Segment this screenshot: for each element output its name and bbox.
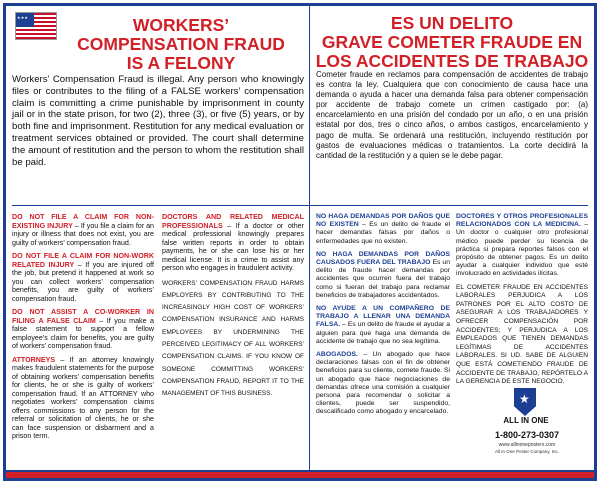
us-flag-icon: [15, 12, 57, 40]
spanish-section-heading: NO HAGA DEMANDAS POR DAÑOS QUE NO EXISTEN: [316, 213, 450, 229]
english-section-body: – If you file a claim for an injury or illness that does not exist, you are guilty of workers’ compensation fraud.: [12, 221, 154, 247]
english-half: [6, 6, 309, 470]
spanish-section-heading: NO HAGA DEMANDAS POR DAÑOS CAUSADOS FUERA DEL TRABAJO: [316, 250, 450, 267]
spanish-section-heading: NO AYUDE A UN COMPAÑERO DE TRABAJO A LLENAR UNA DEMANDA FALSA.: [316, 305, 450, 329]
english-section-body: – If an attorney knowingly makes fraudulent statements for the purpose of obtaining workers’ compensation benefits for clients, he or she is guilty of workers’ compensation fraud. If an ATTORNEY who negotiates workers’ compensation claims offers commissions to any person for the referral or solicitation of clients, he or she can face suspension or disbarment and a prison term.: [12, 355, 154, 440]
english-title-line: IS A FELONY: [126, 53, 236, 73]
spanish-section: [316, 351, 450, 417]
spanish-section-body: – Un abogado que hace declaraciones falsas con el fin de obtener beneficios para su cliente, comete fraude. Si un abogado que hace negociaciones de demandas ofrece una comisión a cualquier persona para recomendar o solicitar a clientes, puede ser suspendido, descalificado como abogado y encarcelado.: [316, 351, 450, 416]
english-section-heading: DO NOT FILE A CLAIM FOR NON-EXISTING INJURY: [12, 213, 154, 230]
english-section-heading: DOCTORS AND RELATED MEDICAL PROFESSIONALS: [162, 213, 304, 230]
phone-number: 1-800-273-0307: [494, 430, 560, 440]
spanish-section-heading: ABOGADOS.: [316, 351, 358, 359]
english-section-body: – If you make a false statement to support a fellow employee’s claim for benefits, you are guilty of workers’ compensation fraud.: [12, 316, 154, 350]
spanish-section-body: – Es un delito de fraude el ayudar a alguien para que haga una demanda de accidente de trabajo que no sea legítima.: [316, 321, 450, 345]
english-column-2: [162, 213, 304, 405]
copyright: All In One Poster Company, Inc.: [495, 449, 559, 454]
spanish-title-line: LOS ACCIDENTES DE TRABAJO: [315, 51, 589, 71]
spanish-section: [456, 213, 588, 279]
spanish-intro: Cometer fraude en reclamos para compensación de accidentes de trabajo es contra la ley. Cualquiera que con conocimiento de causa hace una demanda o ayuda a hacer una demanda falsa para obtener compensación por accidente de trabajo comete un crimen castigado por: (a) encarcelamiento en una prisión del condado por un año, o en una prisión estatal por dos, tres o cinco años, o ambos castigos, encarcelamiento y pago de multa. Se ordenará una restitución, incluyendo restitución por gastos de evaluaciones médicas o tratamientos. La corte decidirá la cantidad de la restitución y a quien se le debe pagar.: [316, 70, 588, 160]
spanish-section: [316, 213, 450, 246]
website-link[interactable]: www.allinoneposters.com: [498, 442, 556, 448]
english-section: [12, 356, 154, 441]
spanish-section-body: – Un doctor o cualquier otro profesional médico puede perder su licencia de práctica si prepara reportes falsos con el propósito de obtener pagos. Es un delito ayudar a cualquier individuo que esté involucrado en actividades ilícitas.: [456, 221, 588, 278]
english-section-heading: DO NOT ASSIST A CO-WORKER IN FILING A FALSE CLAIM: [12, 308, 154, 325]
spanish-section-heading: DOCTORES Y OTROS PROFESIONALES RELACIONADOS CON LA MEDICINA.: [456, 213, 588, 229]
english-section: [12, 308, 154, 351]
spanish-section: [316, 251, 450, 300]
spanish-warning: EL COMETER FRAUDE EN ACCIDENTES LABORALES PERJUDICA A LOS PATRONES POR EL ALTO COSTO DE ASEGURAR A LOS TRABAJADORES Y OFRECER COMPENSACIÓN POR ACCIDENTES; Y PERJUDICA A LOS EMPLEADOS QUE TIENEN DEMANDAS LEGÍTIMAS DE ACCIDENTES LABORALES. SI UD. SABE DE ALGUIEN QUE ESTÁ COMETIENDO FRAUDE DE ACCIDENTE DE TRABAJO, REPÓRTELO A LA GERENCIA DE ESTE NEGOCIO.: [456, 283, 588, 386]
english-section-heading: ATTORNEYS: [12, 355, 56, 364]
english-section-body: – If a doctor or other medical professional knowingly prepares false written reports in order to obtain payments, he or she can lose his or her medical license. It is a crime to assist any person who engages in fraudulent activity.: [162, 221, 304, 272]
english-section: [12, 213, 154, 247]
spanish-title-line: GRAVE COMETER FRAUDE EN: [321, 32, 583, 52]
spanish-section-body: – Es un delito de fraude el hacer demandas falsas por daños o enfermedades que no existen.: [316, 221, 450, 245]
english-intro: Workers’ Compensation Fraud is illegal. Any person who knowingly files or contributes to the filing of a FALSE workers’ compensation claim is committing a crime punishable by imprisonment in county jail or in the state prison, for two (2), three (3), or five (5) years, or by both fine and imprisonment. Restitution for any medical evaluation or treatment services obtained or provided. The court shall determine the amount of restitution and the person to whom the restitution shall be paid.: [12, 74, 304, 168]
all-in-one-logo-icon: [498, 388, 554, 428]
english-title-line: WORKERS’: [132, 15, 230, 35]
poster: [3, 3, 597, 481]
spanish-section-body: Es un delito de fraude hacer demandas por accidentes que ocurren fuera del trabajo como si fueran del trabajo para reclamar beneficios de trabajadores accidentados.: [316, 259, 450, 299]
spanish-section: [316, 305, 450, 346]
english-section-body: – If you are injured off the job, but pretend it happened at work so you can collect workers’ compensation benefits, you are guilty of workers’ compensation fraud.: [12, 260, 154, 303]
bottom-red-stripe: [6, 472, 594, 478]
spanish-title: [310, 14, 594, 71]
english-warning: WORKERS’ COMPENSATION FRAUD HARMS EMPLOYERS BY CONTRIBUTING TO THE INCREASINGLY HIGH COST OF WORKERS’ COMPENSATION INSURANCE AND HARMS EMPLOYEES BY UNDERMINING THE PERCEIVED LEGITIMACY OF ALL WORKERS’ COMPENSATION CLAIMS. IF YOU KNOW OF SOMEONE COMMITTING WORKERS’ COMPENSATION FRAUD, REPORT IT TO THE MANAGEMENT OF THIS BUSINESS.: [162, 279, 304, 398]
spanish-column-1: [316, 213, 450, 422]
english-section-heading: DO NOT FILE A CLAIM FOR NON-WORK RELATED INJURY: [12, 252, 154, 269]
english-column-1: [12, 213, 154, 446]
spanish-column-2: [456, 213, 588, 392]
logo-brand: ALL IN ONE: [503, 416, 549, 425]
spanish-title-line: ES UN DELITO: [390, 13, 514, 33]
english-section: [12, 252, 154, 303]
spanish-half: [310, 6, 594, 470]
english-title: [66, 16, 296, 73]
english-section: [162, 213, 304, 273]
english-title-line: COMPENSATION FRAUD: [77, 34, 285, 54]
